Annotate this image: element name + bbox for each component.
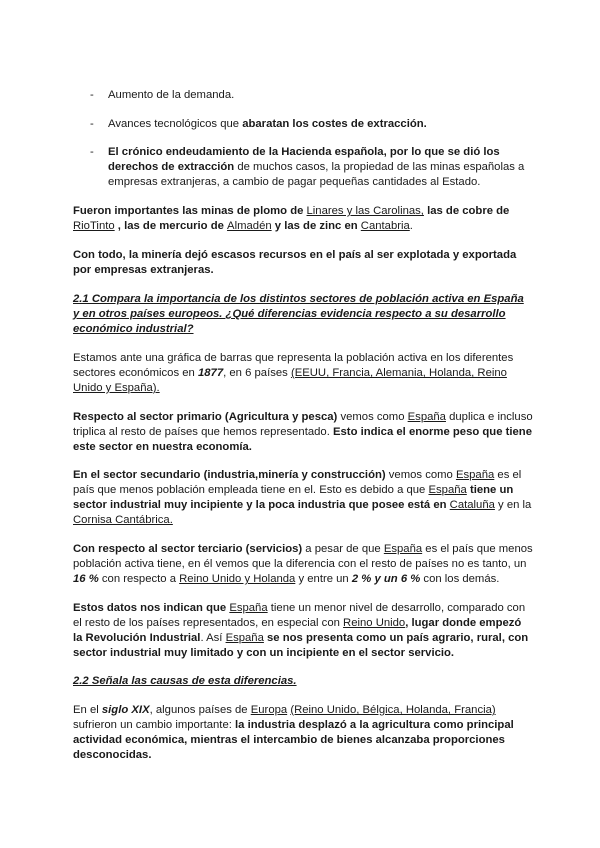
paragraph-mines: Fueron importantes las minas de plomo de Linares y las Carolinas, las de cobre de RioTinto , las de mercurio de Almadén y las de zinc en Cantabria. [73,205,510,232]
link-cantabria: Cantabria [360,220,410,232]
list-item-text: Aumento de la demanda. [108,89,235,101]
bullet-dash: - [90,146,94,158]
paragraph-secondary-sector: En el sector secundario (industria,minería y construcción) vemos como España es el país que menos población empleada tiene en el. Esto es debido a que España tiene un sector industrial muy incipiente y la poca industria que posee está en Cataluña y en la Cornisa Cantábrica. [73,469,532,526]
link-riotinto: RioTinto [73,220,115,232]
bullet-dash: - [90,89,94,101]
paragraph-causes: En el siglo XIX, algunos países de Europa (Reino Unido, Bélgica, Holanda, Francia) sufrieron un cambio importante: la industria desplazó a la agricultura como principal actividad económica, mientras el intercambio de bienes alcanzaba proporciones desconocidas. [73,704,514,761]
list-item-text: El crónico endeudamiento de la Hacienda española, por lo que se dió los derechos de extracción de muchos casos, la propiedad de las minas españolas a empresas extranjeras, a cambio de pagar pequeñas cantidades al Estado. [108,146,525,188]
paragraph-development: Estos datos nos indican que España tiene un menor nivel de desarrollo, comparado con el resto de los países representados, en especial con Reino Unido, lugar donde empezó la Revolución Industrial. Así España se nos presenta como un país agrario, rural, con sector industrial muy limitado y con un incipiente en el sector servicio. [73,602,529,659]
link-almaden: Almadén [227,220,272,232]
paragraph-tertiary-sector: Con respecto al sector terciario (servicios) a pesar de que España es el país que menos población activa tiene, en él vemos que la diferencia con el resto de países no es tanto, un 16 % con respecto a Reino Unido y Holanda y entre un 2 % y un 6 % con los demás. [73,543,533,585]
paragraph-chart-intro: Estamos ante una gráfica de barras que representa la población activa en los diferentes sectores económicos en 1877, en 6 países (EEUU, Francia, Alemania, Holanda, Reino Unido y España). [73,352,514,394]
section-heading-2-2: 2.2 Señala las causas de esta diferencias. [73,675,297,687]
paragraph-primary-sector: Respecto al sector primario (Agricultura y pesca) vemos como España duplica e incluso triplica al resto de países que hemos representado. Esto indica el enorme peso que tiene este sector en nuestra economía. [73,411,533,453]
section-heading-2-1: 2.1 Compara la importancia de los distintos sectores de población activa en España y en otros países europeos. ¿Qué diferencias evidencia respecto a su desarrollo económico industrial? [73,293,524,335]
bullet-dash: - [90,118,94,130]
list-item-text: Avances tecnológicos que abaratan los costes de extracción. [108,118,427,130]
link-linares: Linares y las Carolinas, [306,205,424,217]
paragraph-conclusion: Con todo, la minería dejó escasos recursos en el país al ser explotada y exportada por empresas extranjeras. [73,249,517,276]
